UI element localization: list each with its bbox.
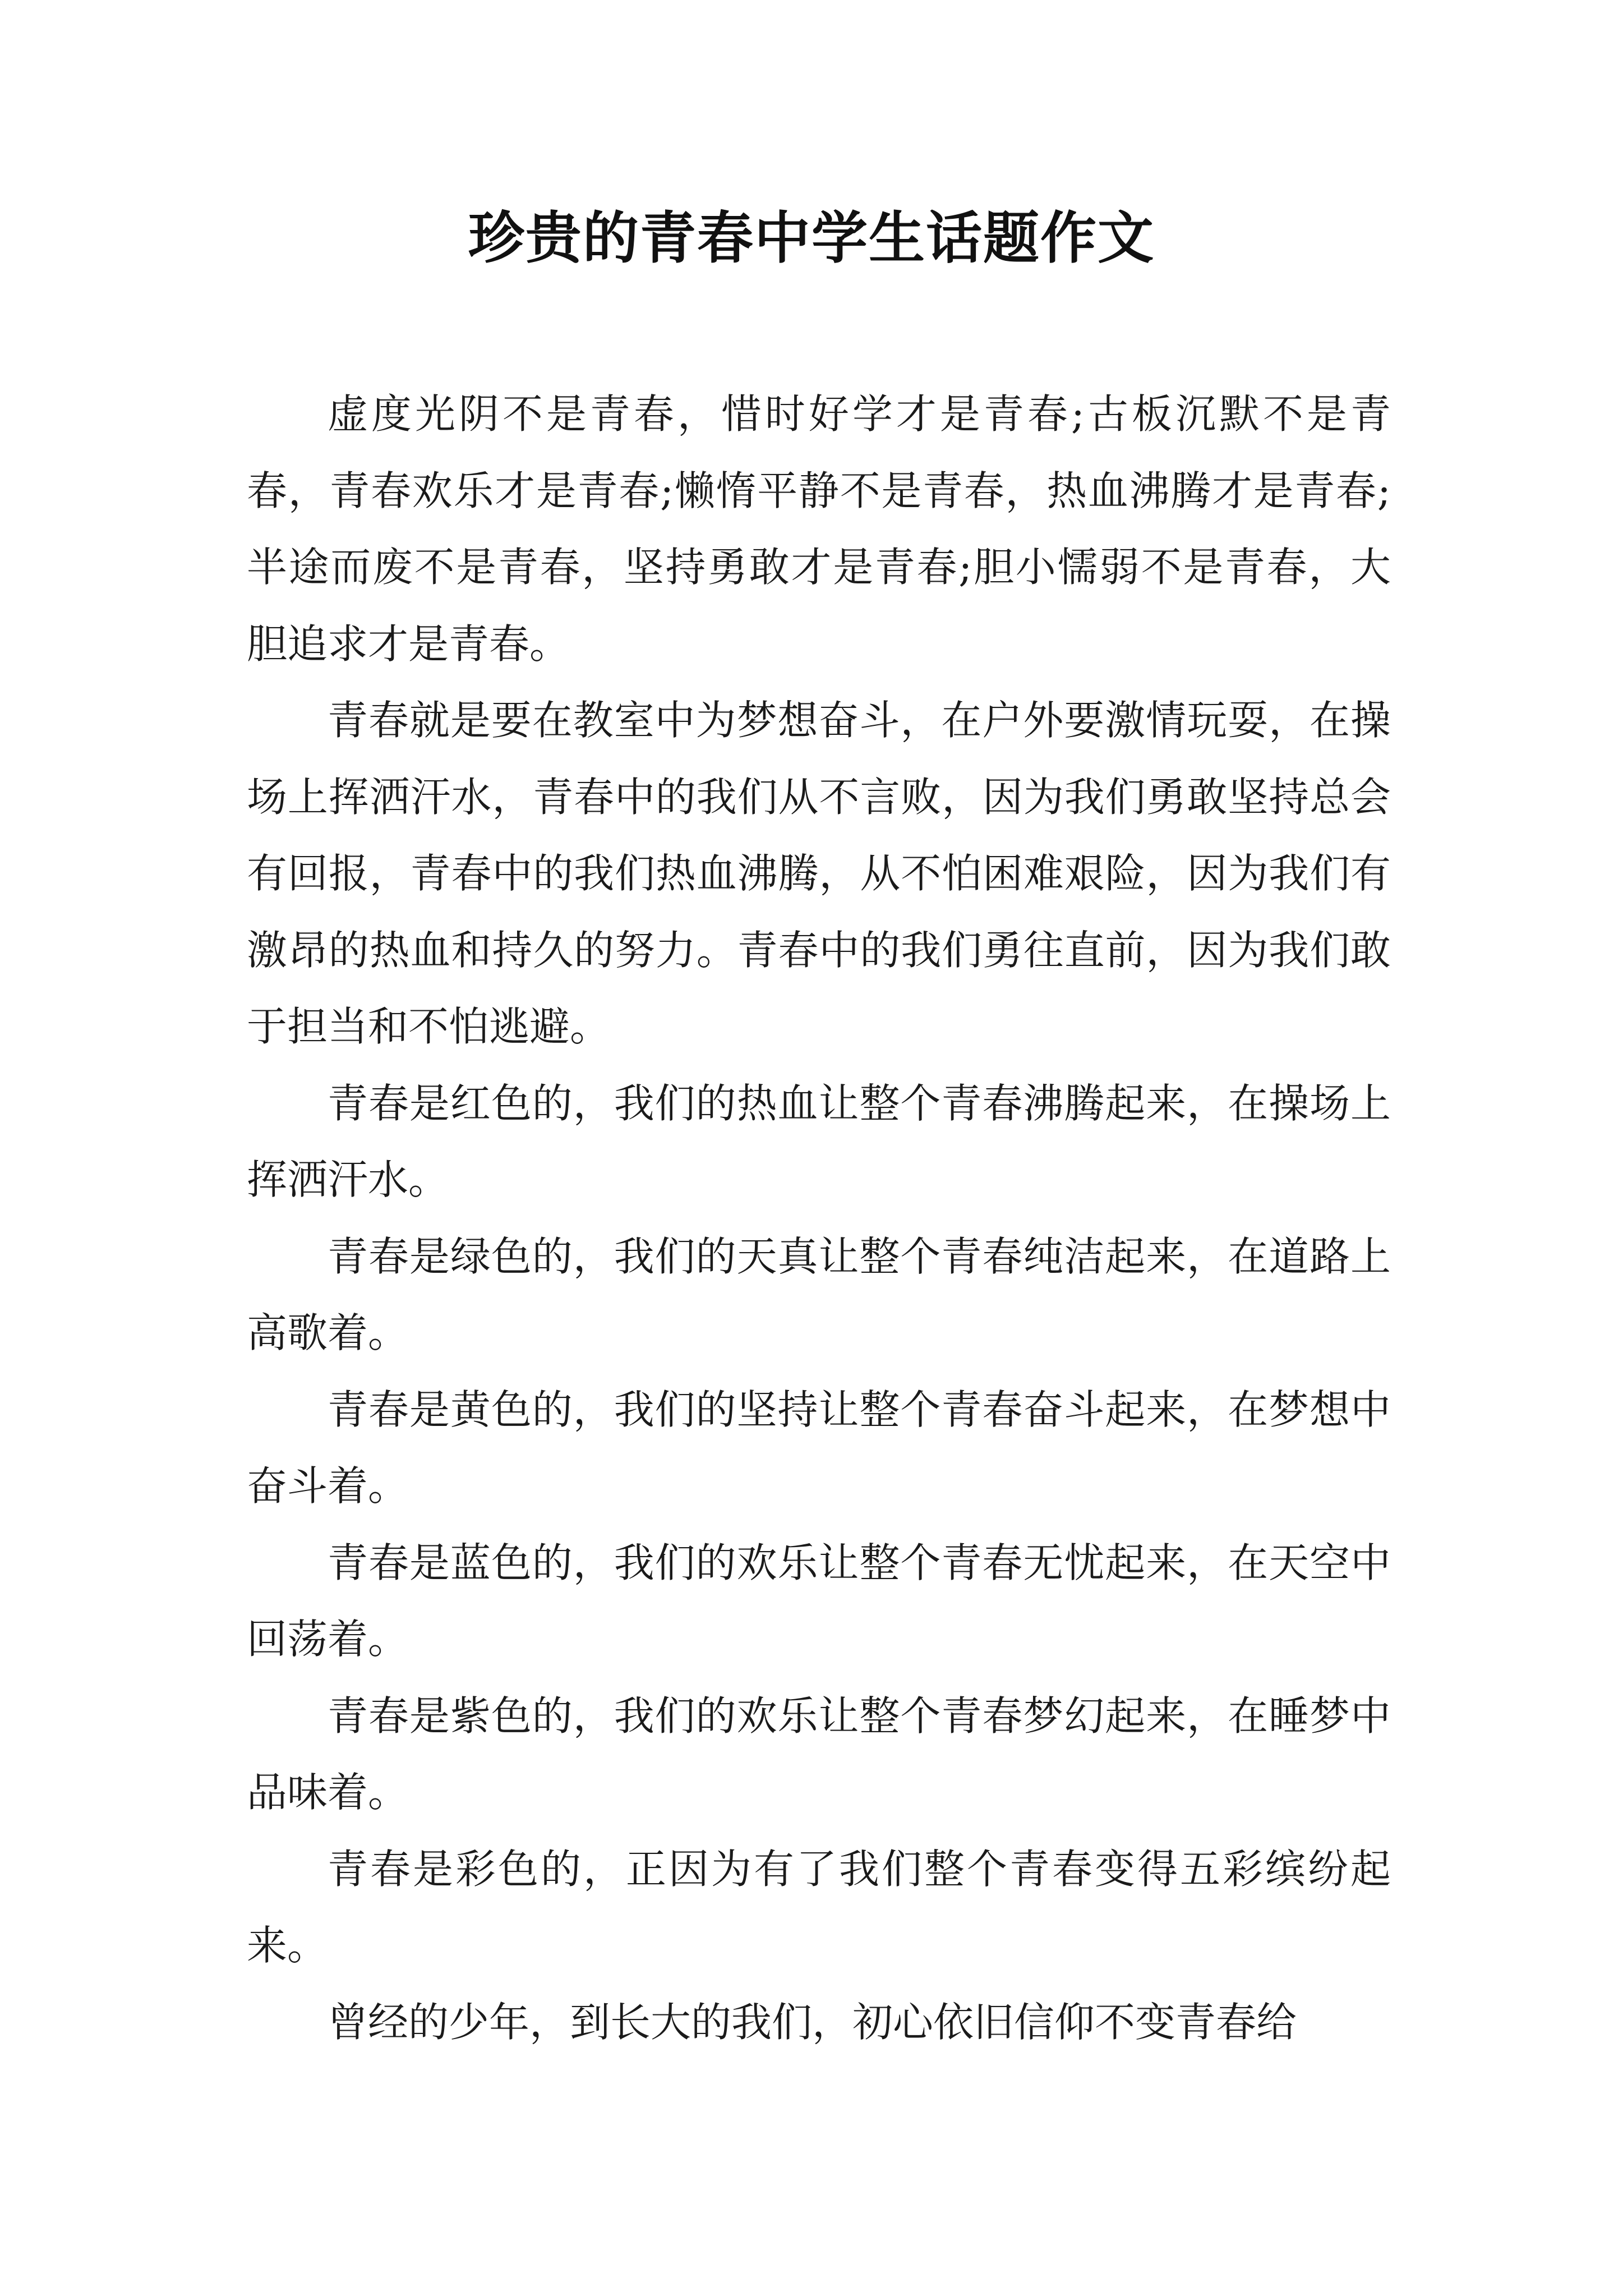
paragraph: 青春是彩色的，正因为有了我们整个青春变得五彩缤纷起来。 xyxy=(247,1845,1391,1969)
paragraph: 青春是黄色的，我们的坚持让整个青春奋斗起来，在梦想中奋斗着。 xyxy=(247,1386,1391,1510)
paragraph: 青春就是要在教室中为梦想奋斗，在户外要激情玩耍，在操场上挥洒汗水，青春中的我们从不言败，因为我们勇敢坚持总会有回报，青春中的我们热血沸腾，从不怕困难艰险，因为我们有激昂的热血和持久的努力。青春中的我们勇往直前，因为我们敢于担当和不怕逃避。 xyxy=(247,697,1391,1050)
paragraph: 青春是绿色的，我们的天真让整个青春纯洁起来，在道路上高歌着。 xyxy=(247,1232,1391,1356)
paragraph: 虚度光阴不是青春，惜时好学才是青春;古板沉默不是青春，青春欢乐才是青春;懒惰平静不是青春，热血沸腾才是青春;半途而废不是青春，坚持勇敢才是青春;胆小懦弱不是青春，大胆追求才是青春。 xyxy=(247,390,1391,668)
paragraph: 青春是红色的，我们的热血让整个青春沸腾起来，在操场上挥洒汗水。 xyxy=(247,1079,1391,1203)
document-body xyxy=(247,376,1391,2060)
paragraph: 青春是紫色的，我们的欢乐让整个青春梦幻起来，在睡梦中品味着。 xyxy=(247,1692,1391,1816)
paragraph: 青春是蓝色的，我们的欢乐让整个青春无忧起来，在天空中回荡着。 xyxy=(247,1539,1391,1663)
document-title: 珍贵的青春中学生话题作文 xyxy=(468,205,1155,271)
paragraph: 曾经的少年，到长大的我们，初心依旧信仰不变青春给 xyxy=(328,1998,1297,2046)
